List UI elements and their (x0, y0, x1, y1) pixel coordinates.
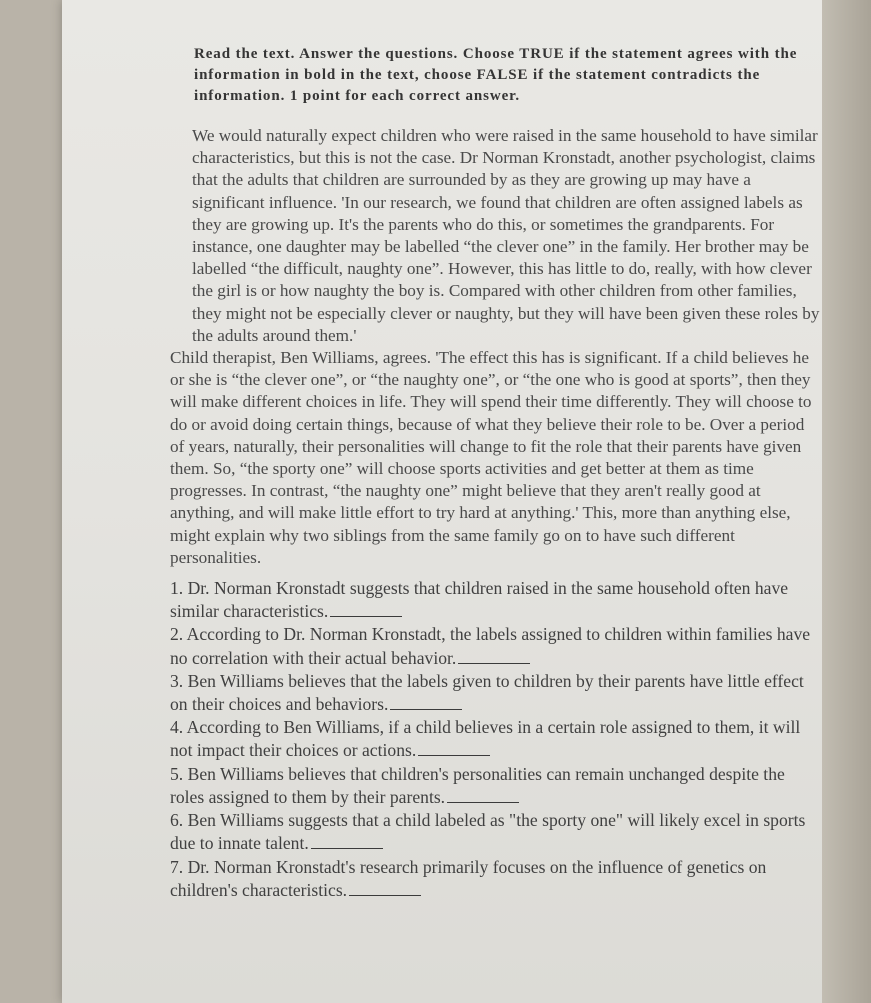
answer-blank[interactable] (418, 754, 490, 756)
question-text: 1. Dr. Norman Kronstadt suggests that children raised in the same household often have similar characteristics. (170, 578, 789, 622)
answer-blank[interactable] (330, 615, 402, 617)
passage-paragraph-1: We would naturally expect children who were raised in the same household to have similar characteristics, but this is not the case. Dr Norman Kronstadt, another psychologist, claims that the adults that children are surrounded by as they are growing up may have a significant influence. 'In our research, we found that children are often assigned labels as they are growing up. It's the parents who do this, or sometimes the grandparents. For instance, one daughter may be labelled “the clever one” in the family. Her brother may be labelled “the difficult, naughty one”. However, this has little to do, really, with how clever the girl is or how naughty the boy is. Compared with other children from other families, they might not be especially clever or naughty, but they will have been given these roles by the adults around them.' (192, 126, 820, 345)
table-background (822, 0, 871, 1003)
question-item (170, 809, 820, 855)
question-text: 5. Ben Williams believes that children's personalities can remain unchanged despite the roles assigned to them by their parents. (170, 763, 785, 807)
question-text: 3. Ben Williams believes that the labels given to children by their parents have little effect on their choices and behaviors. (170, 670, 804, 715)
question-text: 4. According to Ben Williams, if a child believes in a certain role assigned to them, it will not impact their choices or actions. (170, 717, 801, 761)
question-item (170, 623, 820, 669)
question-item (170, 577, 820, 623)
passage-paragraph-2: Child therapist, Ben Williams, agrees. 'The effect this has is significant. If a child believes he or she is “the clever one”, or “the naughty one”, or “the one who is good at sports”, then they will make different choices in life. They will spend their time differently. They will choose to do or avoid doing certain things, because of what they believe their role to be. Over a period of years, naturally, their personalities will change to fit the role that their parents have given them. So, “the sporty one” will choose sports activities and get better at them as time progresses. In contrast, “the naughty one” might believe that they aren't really good at anything, and will make little effort to try hard at anything.' This, more than anything else, might explain why two siblings from the same family go on to have such different personalities. (170, 348, 812, 567)
answer-blank[interactable] (349, 894, 421, 896)
answer-blank[interactable] (390, 708, 462, 710)
answer-blank[interactable] (447, 801, 519, 803)
question-item (170, 670, 820, 716)
question-item (170, 763, 820, 809)
reading-passage (170, 125, 820, 569)
paper-sheet (62, 0, 822, 1003)
question-text: 2. According to Dr. Norman Kronstadt, the labels assigned to children within families have no correlation with their actual behavior. (170, 624, 811, 668)
question-text: 6. Ben Williams suggests that a child labeled as "the sporty one" will likely excel in sports due to innate talent. (170, 810, 806, 854)
worksheet-content (170, 44, 820, 902)
instructions-text: Read the text. Answer the questions. Choose TRUE if the statement agrees with the information in bold in the text, choose FALSE if the statement contradicts the information. 1 point for each correct answer. (194, 46, 798, 104)
question-item (170, 716, 820, 762)
answer-blank[interactable] (458, 662, 530, 664)
answer-blank[interactable] (311, 847, 383, 849)
question-item (170, 856, 820, 902)
question-list (170, 577, 820, 902)
question-text: 7. Dr. Norman Kronstadt's research primarily focuses on the influence of genetics on children's characteristics. (170, 856, 767, 900)
